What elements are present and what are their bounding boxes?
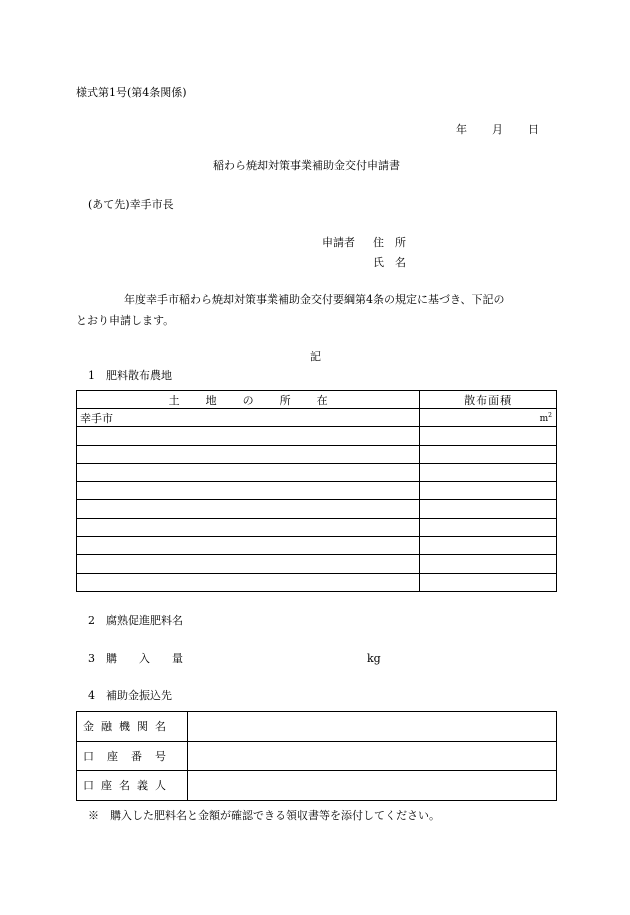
addressee: (あて先)幸手市長 [88, 198, 174, 211]
location-cell[interactable] [77, 463, 420, 481]
location-cell[interactable] [77, 427, 420, 445]
section3-heading: 3 購 入 量 [88, 652, 183, 665]
date-day: 日 [528, 123, 539, 136]
area-cell[interactable] [420, 573, 557, 591]
area-cell[interactable] [420, 463, 557, 481]
area-cell[interactable] [420, 555, 557, 573]
area-cell[interactable] [420, 482, 557, 500]
applicant-label: 申請者 [322, 236, 355, 249]
area-cell[interactable] [420, 537, 557, 555]
bank-name-label: 金融機関名 [77, 712, 188, 742]
account-holder-field[interactable] [188, 771, 557, 801]
account-number-field[interactable] [188, 741, 557, 771]
account-number-label: 口座番号 [77, 741, 188, 771]
table-row [77, 427, 557, 445]
attachment-note: ※ 購入した肥料名と金額が確認できる領収書等を添付してください。 [88, 809, 440, 822]
body-text-line1: 年度幸手市稲わら焼却対策事業補助金交付要綱第4条の規定に基づき、下記の [124, 293, 505, 306]
body-text-line2: とおり申請します。 [76, 314, 175, 327]
location-cell[interactable] [77, 555, 420, 573]
location-cell[interactable] [77, 445, 420, 463]
header-area: 散布面積 [420, 391, 557, 409]
address-label: 住 所 [373, 236, 406, 249]
location-cell[interactable] [77, 500, 420, 518]
table-row [77, 409, 557, 427]
area-cell[interactable] [420, 518, 557, 536]
bank-name-field[interactable] [188, 712, 557, 742]
table-row [77, 537, 557, 555]
bank-table [76, 711, 557, 801]
table-row [77, 741, 557, 771]
section2-heading: 2 腐熟促進肥料名 [88, 614, 183, 627]
land-table [76, 390, 557, 592]
area-cell[interactable] [420, 445, 557, 463]
ki-marker: 記 [310, 350, 321, 363]
area-cell[interactable] [420, 500, 557, 518]
location-cell[interactable]: 幸手市 [77, 409, 420, 427]
section4-heading: 4 補助金振込先 [88, 689, 172, 702]
location-cell[interactable] [77, 518, 420, 536]
table-row [77, 555, 557, 573]
table-row [77, 573, 557, 591]
table-row [77, 518, 557, 536]
land-table-header [77, 391, 557, 409]
table-row [77, 712, 557, 742]
location-cell[interactable] [77, 482, 420, 500]
form-title: 稲わら焼却対策事業補助金交付申請書 [213, 159, 400, 172]
table-row [77, 482, 557, 500]
area-cell[interactable] [420, 427, 557, 445]
form-number: 様式第1号(第4条関係) [76, 86, 187, 99]
table-row [77, 463, 557, 481]
table-row [77, 445, 557, 463]
date-month: 月 [492, 123, 503, 136]
area-cell[interactable]: $m^2$ [420, 409, 557, 427]
location-cell[interactable] [77, 573, 420, 591]
table-row [77, 771, 557, 801]
location-cell[interactable] [77, 537, 420, 555]
account-holder-label: 口座名義人 [77, 771, 188, 801]
quantity-unit: kg [367, 652, 381, 665]
header-location: 土 地 の 所 在 [77, 391, 420, 409]
name-label: 氏 名 [373, 256, 406, 269]
table-row [77, 500, 557, 518]
section1-heading: 1 肥料散布農地 [88, 369, 172, 382]
date-year: 年 [456, 123, 467, 136]
